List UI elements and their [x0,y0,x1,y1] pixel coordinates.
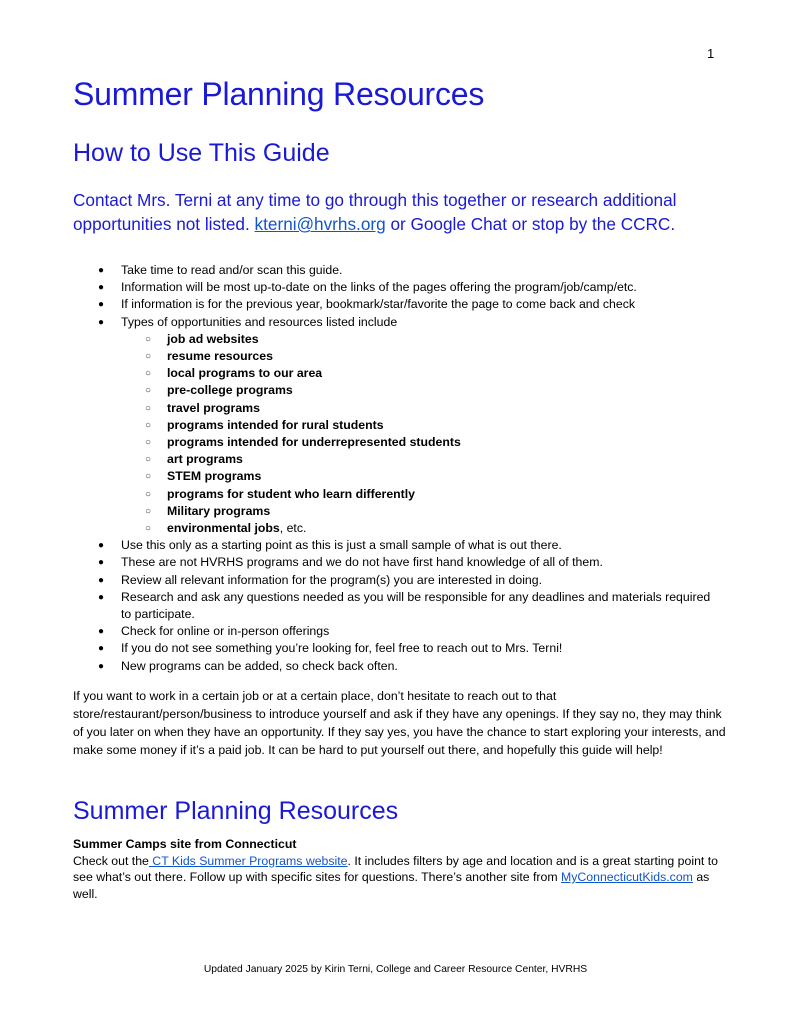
list-item: ● Take time to read and/or scan this guide. [73,262,713,279]
bullet-icon: ● [98,316,105,328]
circle-bullet-icon: ○ [145,402,152,414]
summer-camps-heading: Summer Camps site from Connecticut [73,837,297,851]
list-item: ○ local programs to our area [73,365,713,382]
list-item: ● These are not HVRHS programs and we do not have first hand knowledge of all of them. [73,554,713,571]
circle-bullet-icon: ○ [145,368,152,380]
page-number: 1 [707,46,715,61]
list-item: ● Information will be most up-to-date on the links of the pages offering the program/job/camp/etc. [73,279,713,296]
summer-camps-section [73,836,733,902]
circle-bullet-icon: ○ [145,419,152,431]
ct-kids-summer-programs-link[interactable]: CT Kids Summer Programs website [148,853,348,868]
list-item: ○ programs for student who learn differently [73,486,713,503]
list-item: ● If you do not see something you’re looking for, feel free to reach out to Mrs. Terni! [73,640,713,657]
list-item: ○ job ad websites [73,331,713,348]
bullet-icon: ● [98,626,105,638]
opportunity-types-list [121,331,713,537]
list-item: ○ pre-college programs [73,382,713,399]
bullet-icon: ● [98,299,105,311]
list-item: ● Research and ask any questions needed as you will be responsible for any deadlines and materials required to participate. [98,589,711,622]
outreach-paragraph: If you want to work in a certain job or at a certain place, don’t hesitate to reach out to that store/restaurant/person/business to introduce yourself and ask if they have any openings. If they say no, they may think of you later on when they have an opportunity. If they say yes, you have the chance to start exploring your interests, and make some money if it’s a paid job. It can be hard to put yourself out there, and hopefully this guide will help! [73,689,726,757]
circle-bullet-icon: ○ [145,454,152,466]
contact-paragraph [73,188,753,236]
list-item: ○ resume resources [73,348,713,365]
bullet-icon: ● [98,282,105,294]
bullet-icon: ● [98,591,105,603]
circle-bullet-icon: ○ [145,488,152,500]
bullet-icon: ● [98,660,105,672]
section-heading-resources: Summer Planning Resources [73,797,399,825]
list-item: ○ STEM programs [73,468,713,485]
contact-text: Contact Mrs. Terni at any time to go through this together or research additional opportunities not listed. [73,190,677,234]
section-heading-how-to-use: How to Use This Guide [73,139,330,167]
circle-bullet-icon: ○ [145,437,152,449]
bullet-icon: ● [98,540,105,552]
contact-text-after: or Google Chat or stop by the CCRC. [385,214,676,234]
circle-bullet-icon: ○ [145,523,152,535]
page-footer: Updated January 2025 by Kirin Terni, College and Career Resource Center, HVRHS [203,964,588,975]
list-item: ● Check for online or in-person offerings [73,623,713,640]
summer-camps-text: Check out the CT Kids Summer Programs website. It includes filters by age and location and is a great starting point to see what’s out there. Follow up with specific sites for questions. There’s another site from MyConnecticutKids.com as well. [73,853,719,901]
list-item: ● New programs can be added, so check back often. [73,658,713,675]
list-item: ● If information is for the previous year, bookmark/star/favorite the page to come back and check [73,296,713,313]
guide-bullet-list [73,262,713,675]
list-item: ○ environmental jobs, etc. [73,520,713,537]
email-link[interactable]: kterni@hvrhs.org [254,214,386,234]
list-item: ○ travel programs [73,400,713,417]
bullet-icon: ● [98,557,105,569]
list-item: ○ Military programs [73,503,713,520]
circle-bullet-icon: ○ [145,351,152,363]
circle-bullet-icon: ○ [145,505,152,517]
circle-bullet-icon: ○ [145,471,152,483]
list-item: ● Use this only as a starting point as this is just a small sample of what is out there. [73,537,713,554]
circle-bullet-icon: ○ [145,385,152,397]
list-item: ● Types of opportunities and resources listed include ○ job ad websites ○ resume resources ○ local programs to our area ○ pre-college programs ○ travel programs ○ programs intended for rural students ○ programs intended for underrepresented students ○ art programs ○ STEM programs ○ programs for student who learn differently ○ Military programs ○ environmental jobs, etc. [73,314,713,538]
list-item: ○ programs intended for rural students [73,417,713,434]
list-item: ○ art programs [73,451,713,468]
myconnecticutkids-link[interactable]: MyConnecticutKids.com [561,870,693,884]
page-title: Summer Planning Resources [73,76,485,112]
circle-bullet-icon: ○ [145,333,152,345]
list-item: ○ programs intended for underrepresented students [73,434,713,451]
bullet-icon: ● [98,643,105,655]
list-item: ● Review all relevant information for the program(s) you are interested in doing. [73,572,713,589]
bullet-icon: ● [98,265,105,276]
bullet-icon: ● [98,574,105,586]
